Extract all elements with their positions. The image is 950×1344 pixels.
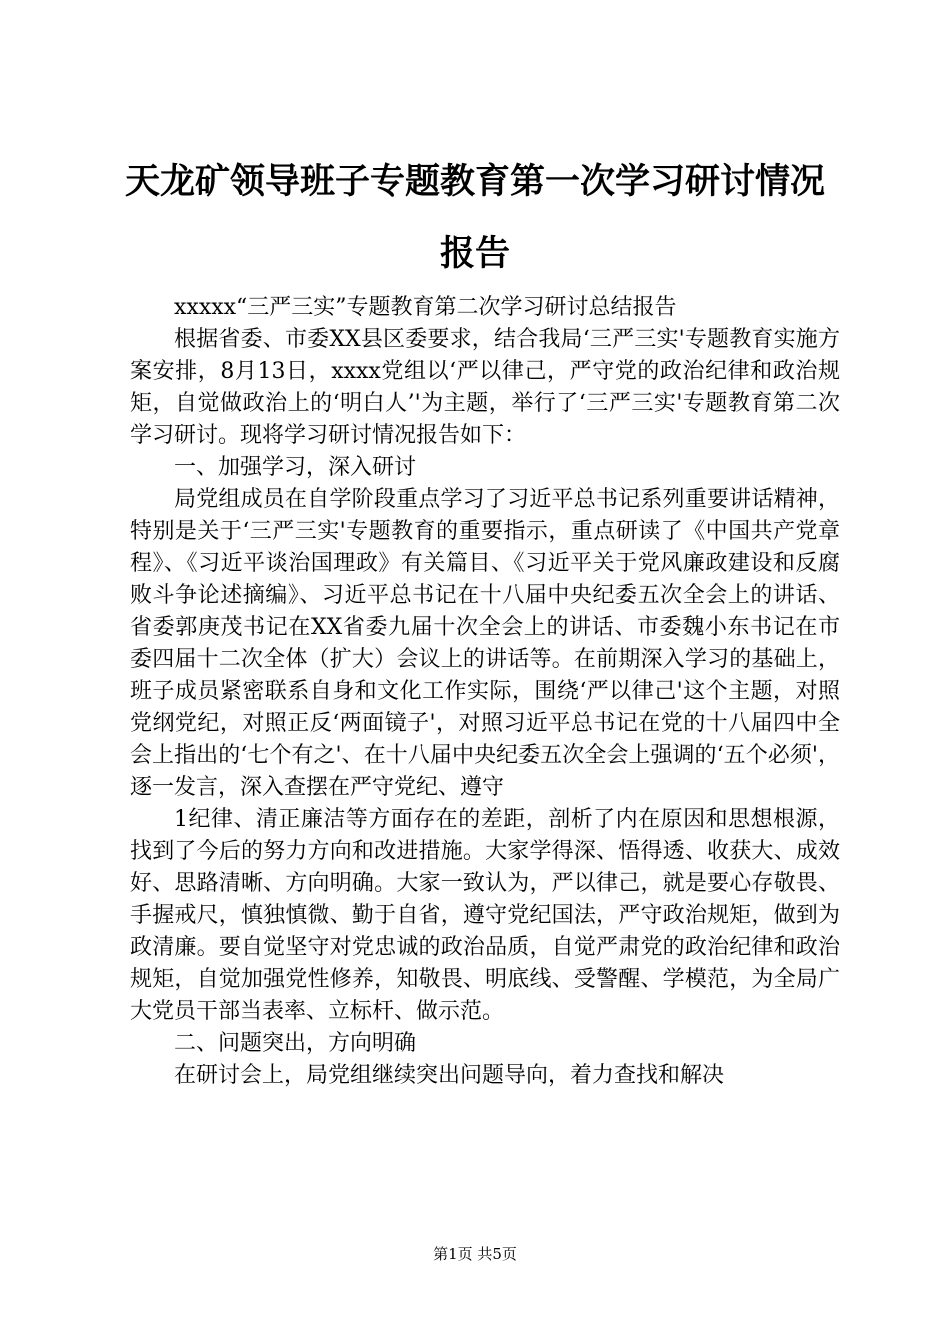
document-subtitle: xxxxx“三严三实”专题教育第二次学习研讨总结报告 (174, 295, 677, 320)
document-title: 天龙矿领导班子专题教育第一次学习研讨情况报告 (124, 162, 825, 274)
paragraph-discipline: 1纪律、清正廉洁等方面存在的差距，剖析了内在原因和思想根源，找到了今后的努力方向和改进措施。大家学得深、悟得透、收获大、成效好、思路清晰、方向明确。大家一致认为，严以律己，就是要心存敬畏、手握戒尺，慎独慎微、勤于自省，遵守党纪国法，严守政治规矩，做到为政清廉。要自觉坚守对党忠诚的政治品质，自觉严肃党的政治纪律和政治规矩，自觉加强党性修养，知敬畏、明底线、受警醒、学模范，为全局广大党员干部当表率、立标杆、做示范。 (130, 807, 840, 1024)
paragraph-study: 局党组成员在自学阶段重点学习了习近平总书记系列重要讲话精神，特别是关于‘三严三实'专题教育的重要指示，重点研读了《中国共产党章程》、《习近平谈治国理政》有关篇目、《习近平关于党风廉政建设和反腐败斗争论述摘编》、习近平总书记在十八届中央纪委五次全会上的讲话、省委郭庚茂书记在XX省委九届十次全会上的讲话、市委魏小东书记在市委四届十二次全体（扩大）会议上的讲话等。在前期深入学习的基础上，班子成员紧密联系自身和文化工作实际，围绕‘严以律己'这个主题，对照党纲党纪，对照正反‘两面镜子'，对照习近平总书记在党的十八届四中全会上指出的‘七个有之'、在十八届中央纪委五次全会上强调的‘五个必须'，逐一发言，深入查摆在严守党纪、遵守 (130, 487, 840, 800)
section-heading-2: 二、问题突出，方向明确 (174, 1031, 417, 1056)
paragraph-intro: 根据省委、市委XX县区委要求，结合我局‘三严三实'专题教育实施方案安排，8月13日，xxxx党组以‘严以律己，严守党的政治纪律和政治规矩，自觉做政治上的‘明白人’'为主题，举行了‘三严三实'专题教育第二次学习研讨。现将学习研讨情况报告如下： (130, 327, 840, 448)
document-body (130, 292, 840, 1092)
section-heading-1: 一、加强学习，深入研讨 (174, 455, 417, 480)
page-footer: 第1页 共5页 (433, 1245, 517, 1263)
paragraph-problems: 在研讨会上，局党组继续突出问题导向，着力查找和解决 (174, 1063, 725, 1088)
